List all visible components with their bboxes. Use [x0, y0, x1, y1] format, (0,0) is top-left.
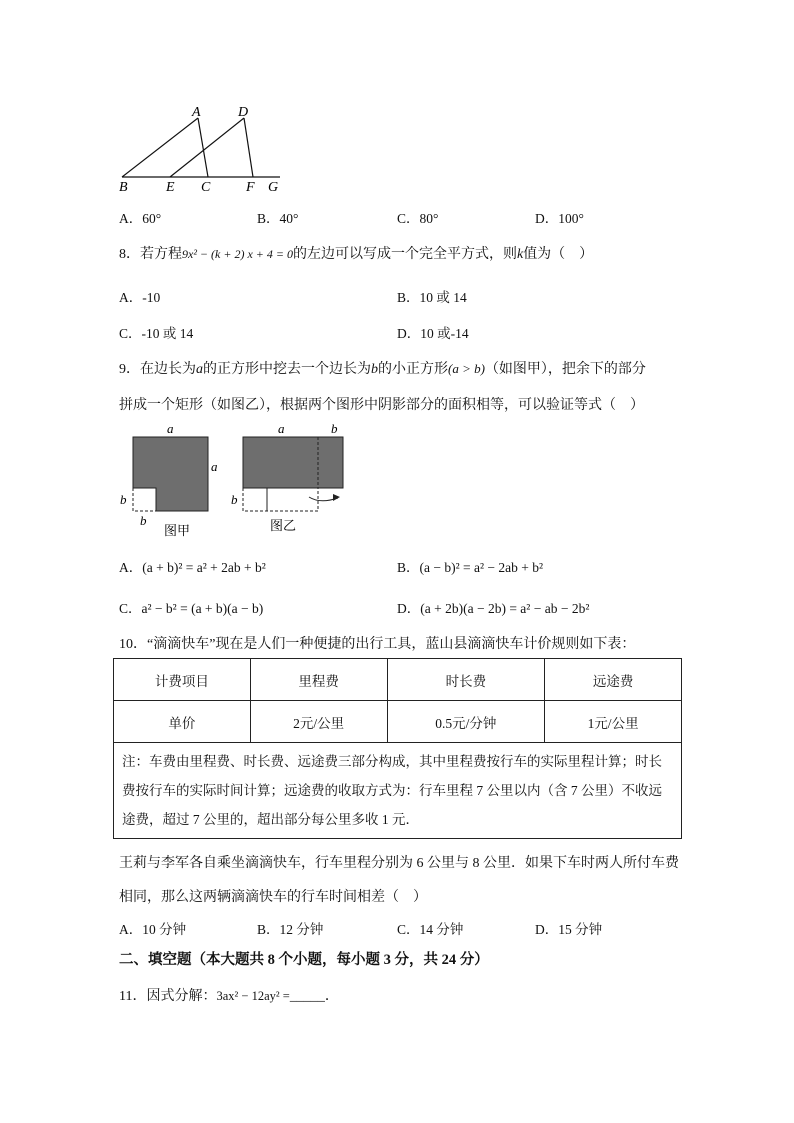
geometry-figure — [110, 100, 290, 195]
point-label-b: B — [119, 180, 128, 195]
point-label-g: G — [268, 180, 279, 195]
q9-var-b: b — [371, 362, 378, 377]
fee-table — [113, 658, 682, 839]
q9-question-line2: 拼成一个矩形（如图乙），根据两个图形中阴影部分的面积相等，可以验证等式（ ） — [119, 398, 644, 413]
fig-yi-caption: 图乙 — [270, 518, 297, 533]
q8-suffix: 的左边可以写成一个完全平方式，则 — [292, 247, 517, 262]
svg-text:a: a — [278, 421, 285, 436]
table-cell: 单价 — [114, 701, 251, 743]
q9-text-3: 的小正方形 — [378, 362, 448, 377]
q9-text-1: 9．在边长为 — [119, 362, 196, 377]
table-cell: 2元/公里 — [250, 701, 387, 743]
q11-expression: 3ax² − 12ay² = — [216, 989, 290, 1003]
table-note-row — [114, 743, 682, 839]
square-figures — [112, 420, 352, 542]
q8-choice-b[interactable]: B．10 或 14 — [397, 290, 467, 305]
q11-prefix: 11．因式分解： — [119, 989, 217, 1004]
section-heading: 二、填空题（本大题共 8 个小题，每小题 3 分，共 24 分） — [119, 952, 489, 968]
q10-intro: 10．“滴滴快车”现在是人们一种便捷的出行工具，蓝山县滴滴快车计价规则如下表： — [119, 637, 636, 652]
table-cell: 1元/公里 — [545, 701, 682, 743]
q10-choice-c[interactable]: C．14 分钟 — [397, 922, 464, 937]
table-header-cell: 远途费 — [545, 659, 682, 701]
q7-choice-b[interactable]: B．40° — [257, 211, 299, 226]
table-header-row — [114, 659, 682, 701]
q11-answer-blank[interactable]: _____ — [289, 989, 325, 1004]
q10-question-line1: 王莉与李军各自乘坐滴滴快车，行车里程分别为 6 公里与 8 公里．如果下车时两人所付车费 — [119, 856, 679, 871]
svg-text:b: b — [120, 492, 127, 507]
fig-jia-caption: 图甲 — [164, 523, 191, 538]
q10-choice-b[interactable]: B．12 分钟 — [257, 922, 324, 937]
point-label-a: A — [192, 105, 201, 120]
table-note: 注：车费由里程费、时长费、远途费三部分构成，其中里程费按行车的实际里程计算；时长费按行车的实际时间计算；远途费的收取方式为：行车里程 7 公里以内（含 7 公里）不收远途费，超过 7 公里的，超出部分每公里多收 1 元． — [114, 743, 682, 839]
svg-text:b: b — [231, 492, 238, 507]
table-header-cell: 里程费 — [250, 659, 387, 701]
q7-choice-c[interactable]: C．80° — [397, 211, 439, 226]
q8-question — [119, 243, 593, 263]
q9-choice-a[interactable]: A．(a + b)² = a² + 2ab + b² — [119, 560, 266, 575]
q9-var-a: a — [196, 362, 203, 377]
q9-choice-d[interactable]: D．(a + 2b)(a − 2b) = a² − ab − 2b² — [397, 601, 590, 616]
q8-tail: 值为（ ） — [523, 247, 594, 262]
q10-choice-d[interactable]: D．15 分钟 — [535, 922, 603, 937]
q9-question-line1 — [119, 358, 646, 378]
q9-text-4: （如图甲），把余下的部分 — [484, 362, 646, 377]
point-label-c: C — [201, 180, 211, 195]
point-label-e: E — [166, 180, 175, 195]
svg-text:a: a — [167, 421, 174, 436]
svg-text:b: b — [140, 513, 147, 528]
q8-var-k: k — [516, 247, 524, 262]
q8-choice-c[interactable]: C．-10 或 14 — [119, 326, 194, 341]
svg-text:a: a — [211, 459, 218, 474]
q9-choice-b[interactable]: B．(a − b)² = a² − 2ab + b² — [397, 560, 544, 575]
table-cell: 0.5元/分钟 — [387, 701, 545, 743]
q8-prefix: 8．若方程 — [119, 247, 182, 262]
q8-choice-a[interactable]: A．-10 — [119, 290, 161, 305]
table-header-cell: 时长费 — [387, 659, 545, 701]
point-label-f: F — [246, 180, 255, 195]
q9-text-2: 的正方形中挖去一个边长为 — [203, 362, 371, 377]
table-header-cell: 计费项目 — [114, 659, 251, 701]
q10-question-line2: 相同，那么这两辆滴滴快车的行车时间相差（ ） — [119, 890, 427, 905]
table-row — [114, 701, 682, 743]
point-label-d: D — [238, 105, 249, 120]
q9-choice-c[interactable]: C．a² − b² = (a + b)(a − b) — [119, 601, 264, 616]
q11-question — [119, 985, 339, 1005]
q7-choice-d[interactable]: D．100° — [535, 211, 584, 226]
q11-end: ． — [324, 989, 339, 1004]
q9-condition: (a > b) — [448, 361, 485, 376]
q8-equation: 9x² − (k + 2) x + 4 = 0 — [182, 247, 293, 261]
svg-text:b: b — [331, 421, 338, 436]
q8-choice-d[interactable]: D．10 或-14 — [397, 326, 469, 341]
q7-choice-a[interactable]: A．60° — [119, 211, 162, 226]
q10-choice-a[interactable]: A．10 分钟 — [119, 922, 187, 937]
